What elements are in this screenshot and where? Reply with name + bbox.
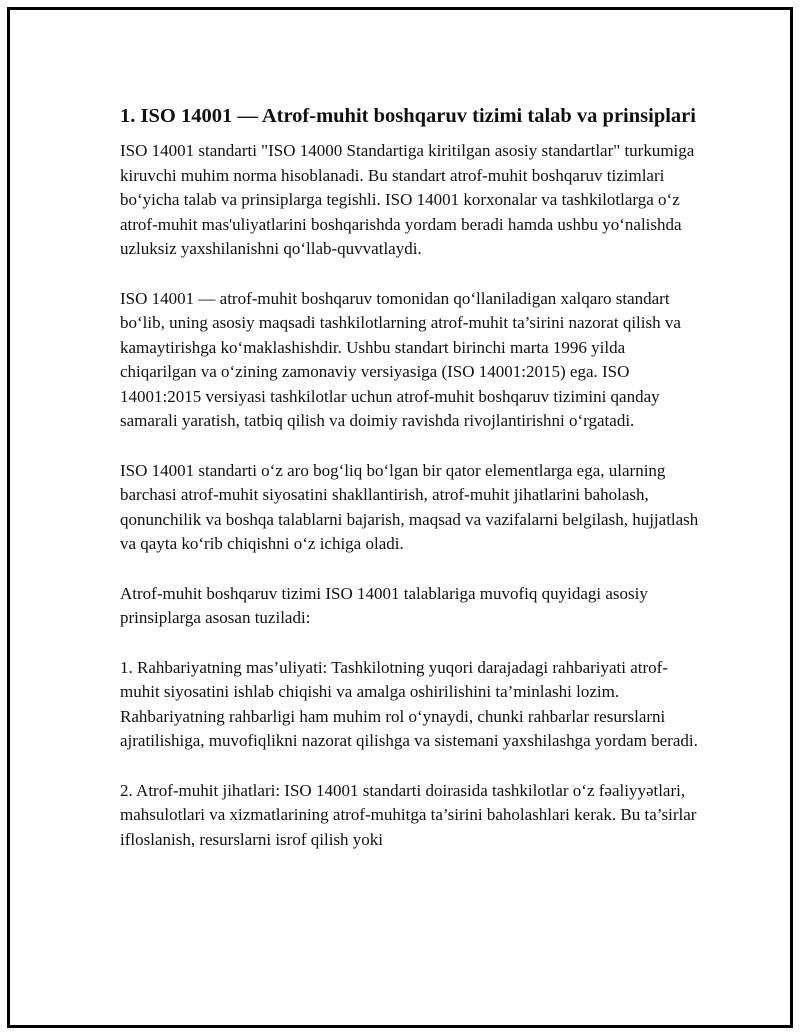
document-body: [120, 102, 700, 852]
paragraph-principle-1: 1. Rahbariyatning mas’uliyati: Tashkilotning yuqori darajadagi rahbariyati atrof-muhit siyosatini ishlab chiqishi va amalga oshirilishini ta’minlashi lozim. Rahbariyatning rahbarligi ham muhim rol o‘ynaydi, chunki rahbarlar resurslarni ajratilishiga, muvofiqlikni nazorat qilishga va sistemani yaxshilashga yordam beradi.: [120, 657, 698, 750]
paragraph-principles-intro: Atrof-muhit boshqaruv tizimi ISO 14001 talablariga muvofiq quyidagi asosiy prinsiplarga asosan tuziladi:: [120, 583, 648, 627]
section-heading: 1. ISO 14001 — Atrof-muhit boshqaruv tizimi talab va prinsiplari: [120, 105, 696, 127]
paragraph-principle-2: 2. Atrof-muhit jihatlari: ISO 14001 standarti doirasida tashkilotlar o‘z fəaliyyətlari, mahsulotlari va xizmatlarining atrof-muhitga ta’sirini baholashlari kerak. Bu ta’sirlar ifloslanish, resurslarni isrof qilish yoki: [120, 780, 697, 849]
page-frame: [7, 7, 793, 1028]
paragraph-definition: ISO 14001 — atrof-muhit boshqaruv tomonidan qo‘llaniladigan xalqaro standart bo‘lib, uning asosiy maqsadi tashkilotlarning atrof-muhit ta’sirini nazorat qilish va kamaytirishga ko‘maklashishdir. Ushbu standart birinchi marta 1996 yilda chiqarilgan va o‘zining zamonaviy versiyasiga (ISO 14001:2015) ega. ISO 14001:2015 versiyasi tashkilotlar uchun atrof-muhit boshqaruv tizimini qanday samarali yaratish, tatbiq qilish va doimiy ravishda rivojlantirishni o‘rgatadi.: [120, 288, 681, 430]
paragraph-intro: ISO 14001 standarti "ISO 14000 Standartiga kiritilgan asosiy standartlar" turkumiga kiruvchi muhim norma hisoblanadi. Bu standart atrof-muhit boshqaruv tizimlari bo‘yicha talab va prinsiplarga tegishli. ISO 14001 korxonalar va tashkilotlarga o‘z atrof-muhit mas'uliyatlarini boshqarishda yordam beradi hamda ushbu yo‘nalishda uzluksiz yaxshilanishni qo‘llab-quvvatlaydi.: [120, 141, 695, 258]
paragraph-elements: ISO 14001 standarti o‘z aro bog‘liq bo‘lgan bir qator elementlarga ega, ularning barchasi atrof-muhit siyosatini shakllantirish, atrof-muhit jihatlarini baholash, qonunchilik va boshqa talablarni bajarish, maqsad va vazifalarni belgilash, hujjatlash va qayta ko‘rib chiqishni o‘z ichiga oladi.: [120, 460, 699, 553]
